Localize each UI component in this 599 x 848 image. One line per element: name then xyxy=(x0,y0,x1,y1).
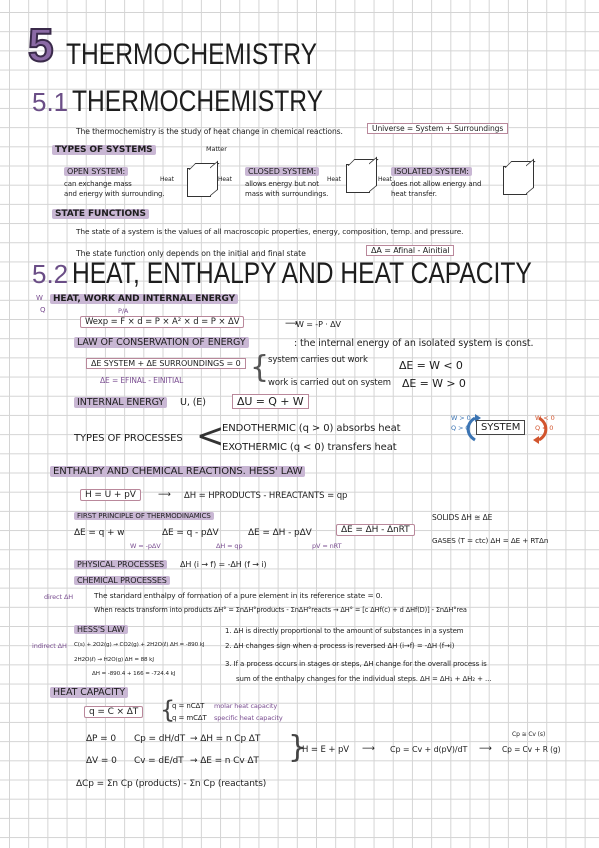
gases-eq: GASES (T = ctc) ΔH = ΔE + RTΔn xyxy=(432,536,549,545)
delta-h-eq: ΔH = HPRODUCTS - HREACTANTS = qp xyxy=(184,491,348,501)
first-eq-2: ΔE = q - pΔV xyxy=(162,528,219,538)
chapter-number: 5 xyxy=(28,19,54,71)
system-w-positive: W > 0 xyxy=(451,414,471,422)
matter-label: Matter xyxy=(206,145,227,153)
section-5-2-title: HEAT, ENTHALPY AND HEAT CAPACITY xyxy=(72,257,532,290)
open-system-cube-icon xyxy=(187,168,211,197)
delta-a-box: ΔA = Afinal - Ainitial xyxy=(366,245,454,256)
first-eq-3: ΔE = ΔH - pΔV xyxy=(248,528,312,538)
state-description: The state of a system is the values of all macroscopic properties, energy, composition, temp. and pressure. xyxy=(76,227,464,236)
wexp-box: Wexp = F × d = P × A² × d = P × ΔV xyxy=(80,316,244,328)
heat-capacity-box: q = C × ΔT xyxy=(84,706,143,718)
closed-system-desc-2: mass with surroundings. xyxy=(245,190,329,198)
h-eq: H = E + pV xyxy=(302,745,350,755)
physical-processes-eq: ΔH (i → f) = -ΔH (f → i) xyxy=(180,560,267,569)
hess-law-heading: HESS'S LAW xyxy=(74,625,128,634)
types-of-systems-heading: TYPES OF SYSTEMS xyxy=(52,145,156,155)
energy-sum-sub: ΔE = EFINAL - EINITIAL xyxy=(100,376,184,385)
reaction-2: 2H2O(ℓ) → H2O(g) ΔH = 88 kJ xyxy=(74,657,154,663)
heat-work-heading: HEAT, WORK AND INTERNAL ENERGY xyxy=(50,294,238,304)
open-system-desc-2: and energy with surrounding. xyxy=(64,190,165,198)
cv-eq: Cv = dE/dT xyxy=(134,756,184,766)
reaction-3: ΔH = -890.4 + 166 = -724.4 kJ xyxy=(92,671,176,677)
first-eq-2-sub: ΔH = qp xyxy=(216,542,243,550)
first-eq-1-sub: W = -pΔV xyxy=(130,542,161,550)
system-work-label: system carries out work xyxy=(268,355,368,365)
types-of-processes: TYPES OF PROCESSES xyxy=(74,433,183,444)
hess-rule-3a: 3. If a process occurs in stages or steps, ΔH change for the overall process is xyxy=(225,660,487,668)
section-5-1-title: THERMOCHEMISTRY xyxy=(72,85,324,118)
delta-cp-eq: ΔCp = Σn Cp (products) - Σn Cp (reactants) xyxy=(76,779,267,789)
cp-gas: Cp = Cv + R (g) xyxy=(502,745,561,754)
delta-p-zero: ΔP = 0 xyxy=(86,734,116,744)
law-conservation-heading: LAW OF CONSERVATION OF ENERGY xyxy=(74,337,249,348)
hess-rule-2: 2. ΔH changes sign when a process is reversed ΔH (i→f) = -ΔH (f→i) xyxy=(225,642,455,650)
first-principle-heading: FIRST PRINCIPLE OF THERMODINAMICS xyxy=(74,512,214,520)
arrow-icon: ⟶ xyxy=(158,490,171,500)
law-description: : the internal energy of an isolated system is const. xyxy=(294,338,534,349)
heat-closed-out-label: Heat xyxy=(378,176,392,183)
state-function-depends: The state function only depends on the initial and final state xyxy=(76,249,306,258)
specific-label: specific heat capacity xyxy=(214,714,283,722)
isolated-system-cube-icon xyxy=(503,166,527,195)
cp-eq: Cp = dH/dT xyxy=(134,734,185,744)
brace-icon: { xyxy=(160,696,176,724)
arrow-icon: ⟶ xyxy=(285,319,298,329)
solids-eq: SOLIDS ΔH ≅ ΔE xyxy=(432,513,493,522)
side-q-label: Q xyxy=(40,306,46,314)
h-box: H = U + pV xyxy=(80,489,141,501)
cp-cv-eq: Cp = Cv + d(pV)/dT xyxy=(390,745,468,754)
system-w-negative: W < 0 xyxy=(535,414,555,422)
first-eq-3-sub: pV = nRT xyxy=(312,542,342,550)
energy-sum-box: ΔE SYSTEM + ΔE SURROUNDINGS = 0 xyxy=(86,358,246,369)
section-5-2-number: 5.2 xyxy=(32,259,69,289)
first-eq-4-box: ΔE = ΔH - ΔnRT xyxy=(336,524,415,536)
closed-system-desc-1: allows energy but not xyxy=(245,180,319,188)
internal-energy-box: ΔU = Q + W xyxy=(232,394,309,409)
work-on-label: work is carried out on system xyxy=(268,378,391,388)
thermochemistry-intro: The thermochemistry is the study of heat change in chemical reactions. xyxy=(76,127,343,136)
first-eq-1: ΔE = q + w xyxy=(74,528,125,538)
system-q-positive: Q > 0 xyxy=(451,424,470,432)
isolated-system-desc-2: heat transfer. xyxy=(391,190,437,198)
pa-note: P/A xyxy=(118,307,129,315)
molar-eq: q = nCΔT xyxy=(172,702,205,710)
isolated-system-desc-1: does not allow energy and xyxy=(391,180,482,188)
specific-eq: q = mCΔT xyxy=(172,714,207,722)
state-functions-heading: STATE FUNCTIONS xyxy=(52,209,149,219)
angle-bracket-icon: < xyxy=(196,416,225,456)
reacts-transform: When reacts transform into products ΔH° = ΣnΔH°products - ΣnΔH°reacts → ΔH° = [c ΔHf(c) + d ΔHf(D)] - ΣnΔH°rea xyxy=(94,606,467,614)
work-on-eq: ΔE = W > 0 xyxy=(402,377,466,390)
chapter-title: THERMOCHEMISTRY xyxy=(66,38,318,71)
heat-closed-in-label: Heat xyxy=(327,176,341,183)
cp-result: → ΔH = n Cp ΔT xyxy=(190,734,261,744)
hess-rule-1: 1. ΔH is directly proportional to the amount of substances in a system xyxy=(225,627,464,635)
closed-system-title: CLOSED SYSTEM: xyxy=(245,167,319,176)
direct-label: direct ΔH xyxy=(44,593,74,601)
indirect-label: indirect ΔH xyxy=(32,642,67,650)
molar-label: molar heat capacity xyxy=(214,702,278,710)
heat-in-label: Heat xyxy=(160,176,174,183)
std-enthalpy: The standard enthalpy of formation of a pure element in its reference state = 0. xyxy=(94,591,383,600)
heat-out-label: Heat xyxy=(218,176,232,183)
section-5-1-number: 5.1 xyxy=(32,87,69,117)
heat-capacity-heading: HEAT CAPACITY xyxy=(50,687,128,698)
cp-solid: Cp ≅ Cv (s) xyxy=(512,731,546,738)
arrow-icon: ⟶ xyxy=(479,744,492,754)
system-q-negative: Q < 0 xyxy=(535,424,554,432)
w-equation: W = -P · ΔV xyxy=(296,320,341,329)
physical-processes-heading: PHYSICAL PROCESSES xyxy=(74,560,167,569)
delta-v-zero: ΔV = 0 xyxy=(86,756,117,766)
cv-result: → ΔE = n Cv ΔT xyxy=(190,756,259,766)
internal-energy-heading: INTERNAL ENERGY xyxy=(74,397,167,408)
right-brace-icon: } xyxy=(288,730,308,765)
open-system-title: OPEN SYSTEM: xyxy=(64,167,128,176)
isolated-system-title: ISOLATED SYSTEM: xyxy=(391,167,472,176)
closed-system-cube-icon xyxy=(346,164,370,193)
system-work-eq: ΔE = W < 0 xyxy=(399,359,463,372)
reaction-1: C(s) + 2O2(g) → CO2(g) + 2H2O(ℓ) ΔH = -890 kJ xyxy=(74,642,205,648)
universe-box: Universe = System + Surroundings xyxy=(367,123,508,134)
arrow-icon: ⟶ xyxy=(362,744,375,754)
open-system-desc-1: can exchange mass xyxy=(64,180,132,188)
endothermic-label: ENDOTHERMIC (q > 0) absorbs heat xyxy=(222,423,401,434)
brace-icon: { xyxy=(250,350,270,385)
chemical-processes-heading: CHEMICAL PROCESSES xyxy=(74,576,170,585)
side-w-label: W xyxy=(36,294,43,302)
enthalpy-heading: ENTHALPY AND CHEMICAL REACTIONS. HESS' LAW xyxy=(50,466,305,477)
hess-rule-3b: sum of the enthalpy changes for the individual steps. ΔH = ΔH₁ + ΔH₂ + ... xyxy=(236,675,492,683)
exothermic-label: EXOTHERMIC (q < 0) transfers heat xyxy=(222,442,397,453)
internal-energy-symbol: U, (E) xyxy=(180,397,206,408)
system-box: SYSTEM xyxy=(476,420,525,435)
